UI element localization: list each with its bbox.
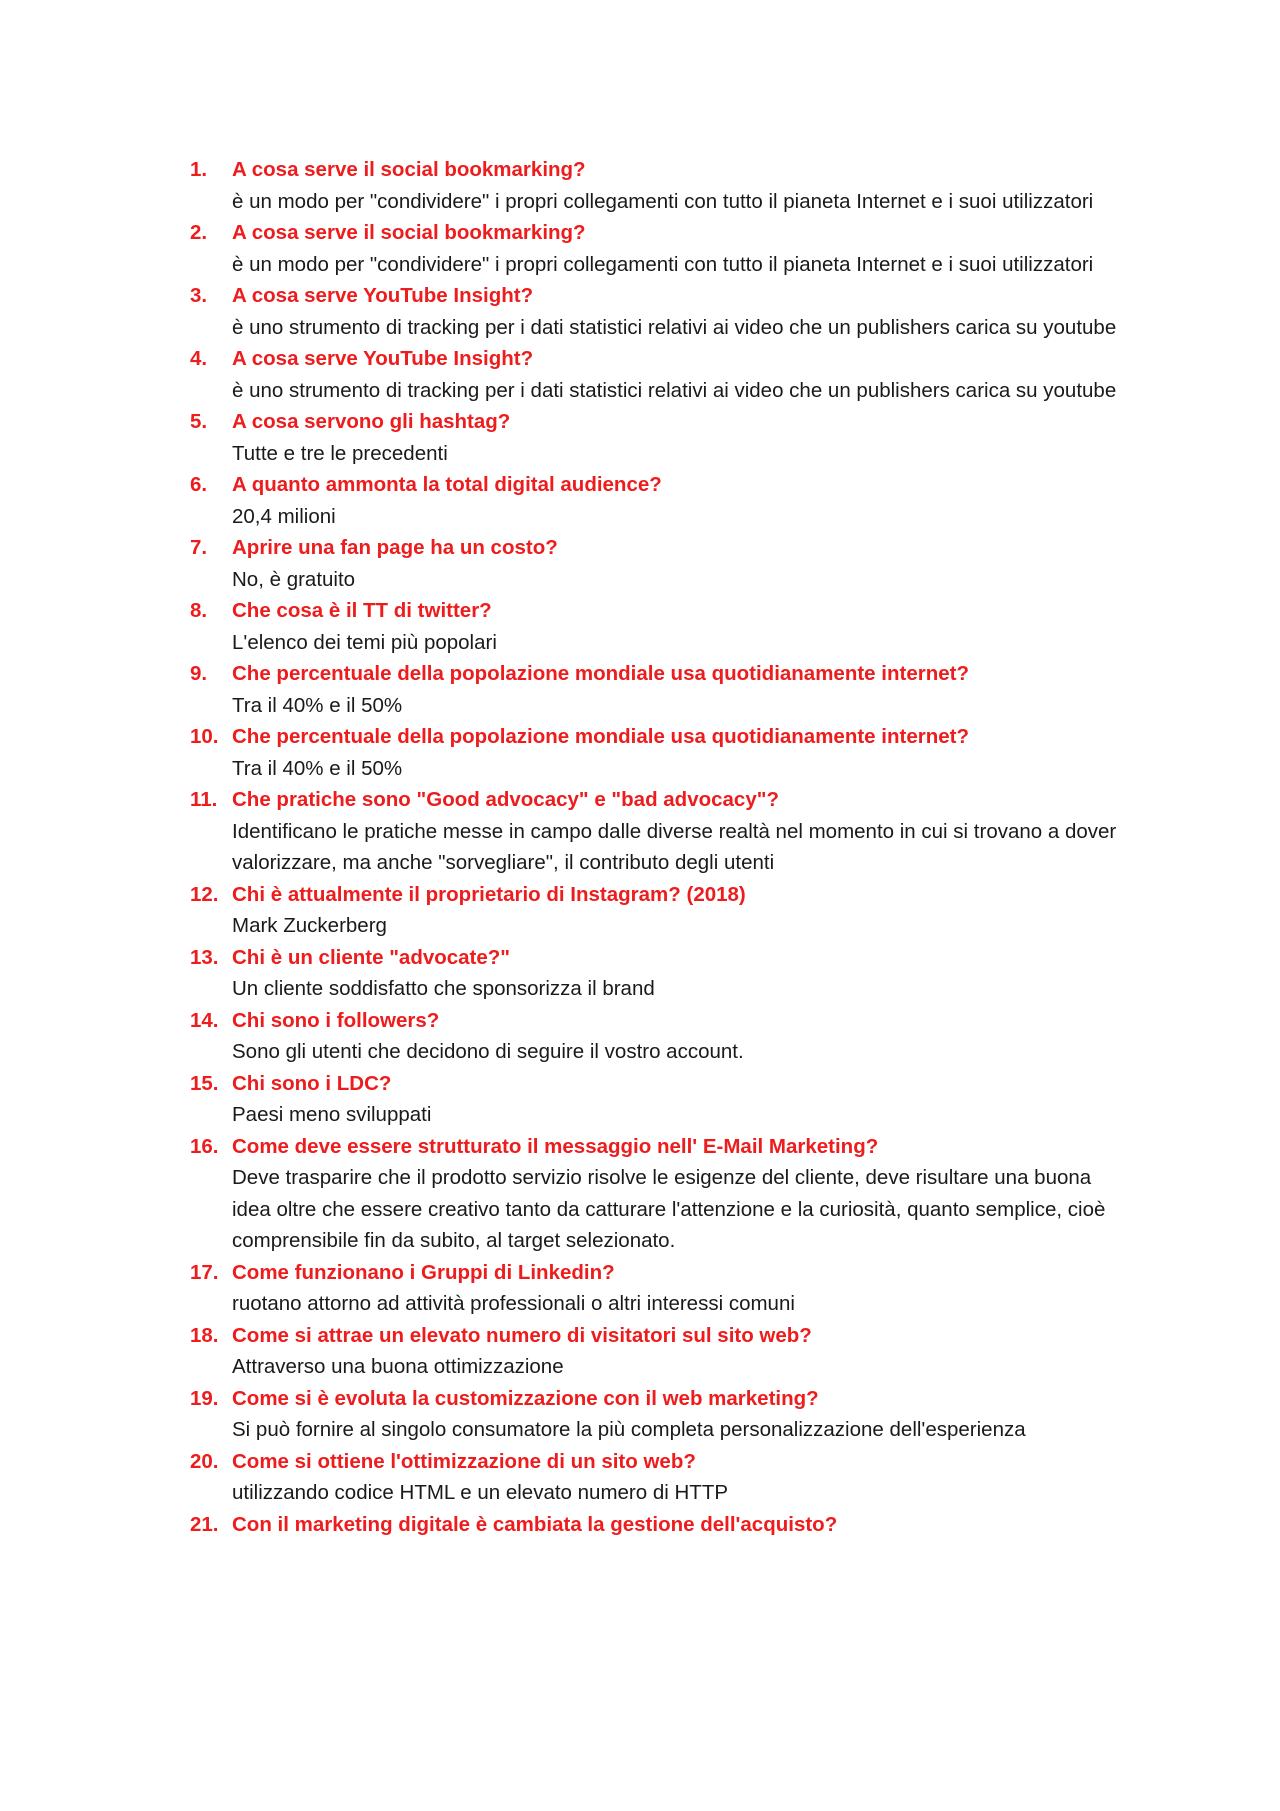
question-text: Con il marketing digitale è cambiata la gestione dell'acquisto? [232,1512,838,1536]
question-text: A cosa servono gli hashtag? [232,410,511,433]
question-text: Aprire una fan page ha un costo? [232,536,558,559]
item-number: 3. [190,284,208,307]
item-number: 9. [190,662,208,685]
question-text: Che cosa è il TT di twitter? [232,599,492,622]
answer-text: Identificano le pratiche messe in campo dalle diverse realtà nel momento in cui si trovano a dover valorizzare, ma anche "sorvegliare", il contributo degli utenti [232,819,1117,874]
question-text: A cosa serve YouTube Insight? [232,347,534,370]
list-item [190,879,1120,942]
answer-text: utilizzando codice HTML e un elevato numero di HTTP [232,1481,729,1504]
question-text: A quanto ammonta la total digital audience? [232,473,662,496]
item-number: 5. [190,410,208,433]
list-item [190,1446,1120,1509]
question-list [190,154,1120,1540]
item-number: 16. [190,1134,219,1158]
list-item [190,1068,1120,1131]
list-item [190,658,1120,721]
list-item [190,343,1120,406]
answer-text: Sono gli utenti che decidono di seguire il vostro account. [232,1040,744,1063]
answer-text: è un modo per "condividere" i propri collegamenti con tutto il pianeta Internet e i suoi utilizzatori [232,189,1094,213]
question-text: A cosa serve il social bookmarking? [232,221,586,244]
item-number: 11. [190,788,218,811]
question-text: Come si attrae un elevato numero di visitatori sul sito web? [232,1323,812,1347]
answer-text: ruotano attorno ad attività professionali o altri interessi comuni [232,1292,795,1315]
item-number: 21. [190,1512,219,1536]
list-item [190,532,1120,595]
question-text: Come funzionano i Gruppi di Linkedin? [232,1260,615,1284]
answer-text: è uno strumento di tracking per i dati statistici relativi ai video che un publishers carica su youtube [232,378,1117,402]
item-number: 20. [190,1449,219,1473]
item-number: 2. [190,221,208,244]
answer-text: 20,4 milioni [232,504,336,528]
question-text: Che percentuale della popolazione mondiale usa quotidianamente internet? [232,725,969,748]
answer-text: Attraverso una buona ottimizzazione [232,1355,564,1378]
list-item [190,1509,1120,1541]
answer-text: è uno strumento di tracking per i dati statistici relativi ai video che un publishers carica su youtube [232,315,1117,339]
answer-text: Un cliente soddisfatto che sponsorizza il brand [232,977,655,1000]
item-number: 18. [190,1323,219,1347]
answer-text: Tra il 40% e il 50% [232,693,403,717]
question-text: Chi sono i LDC? [232,1071,392,1095]
item-number: 17. [190,1260,219,1284]
question-text: Come si ottiene l'ottimizzazione di un sito web? [232,1449,696,1473]
item-number: 4. [190,347,208,370]
answer-text: L'elenco dei temi più popolari [232,630,497,654]
item-number: 14. [190,1008,219,1032]
question-text: A cosa serve il social bookmarking? [232,158,586,181]
answer-text: Deve trasparire che il prodotto servizio risolve le esigenze del cliente, deve risultare una buona idea oltre che essere creativo tanto da catturare l'attenzione e la curiosità, quanto semplice, cioè comprensibile fin da subito, al target selezionato. [232,1166,1106,1252]
list-item [190,154,1120,217]
question-text: Come si è evoluta la customizzazione con il web marketing? [232,1386,819,1410]
list-item [190,1257,1120,1320]
question-text: Che percentuale della popolazione mondiale usa quotidianamente internet? [232,662,969,685]
item-number: 19. [190,1386,219,1410]
list-item [190,1131,1120,1257]
question-text: Chi è un cliente "advocate?" [232,945,511,969]
item-number: 6. [190,473,208,496]
item-number: 7. [190,536,208,559]
item-number: 12. [190,882,219,906]
list-item [190,1005,1120,1068]
answer-text: Paesi meno sviluppati [232,1103,432,1126]
list-item [190,217,1120,280]
list-item [190,595,1120,658]
list-item [190,280,1120,343]
list-item [190,469,1120,532]
list-item [190,1383,1120,1446]
list-item [190,942,1120,1005]
answer-text: No, è gratuito [232,567,356,591]
list-item [190,406,1120,469]
answer-text: Si può fornire al singolo consumatore la più completa personalizzazione dell'esperienza [232,1418,1026,1441]
question-text: Che pratiche sono "Good advocacy" e "bad advocacy"? [232,788,779,811]
answer-text: è un modo per "condividere" i propri collegamenti con tutto il pianeta Internet e i suoi utilizzatori [232,252,1094,276]
answer-text: Tra il 40% e il 50% [232,756,403,780]
question-text: Come deve essere strutturato il messaggio nell' E-Mail Marketing? [232,1134,879,1158]
item-number: 10. [190,725,219,748]
question-text: Chi sono i followers? [232,1008,440,1032]
item-number: 1. [190,158,208,181]
item-number: 8. [190,599,208,622]
answer-text: Mark Zuckerberg [232,914,387,937]
question-text: A cosa serve YouTube Insight? [232,284,534,307]
item-number: 15. [190,1071,219,1095]
answer-text: Tutte e tre le precedenti [232,441,448,465]
list-item [190,721,1120,784]
item-number: 13. [190,945,219,969]
list-item [190,784,1120,879]
list-item [190,1320,1120,1383]
question-text: Chi è attualmente il proprietario di Instagram? (2018) [232,882,746,906]
